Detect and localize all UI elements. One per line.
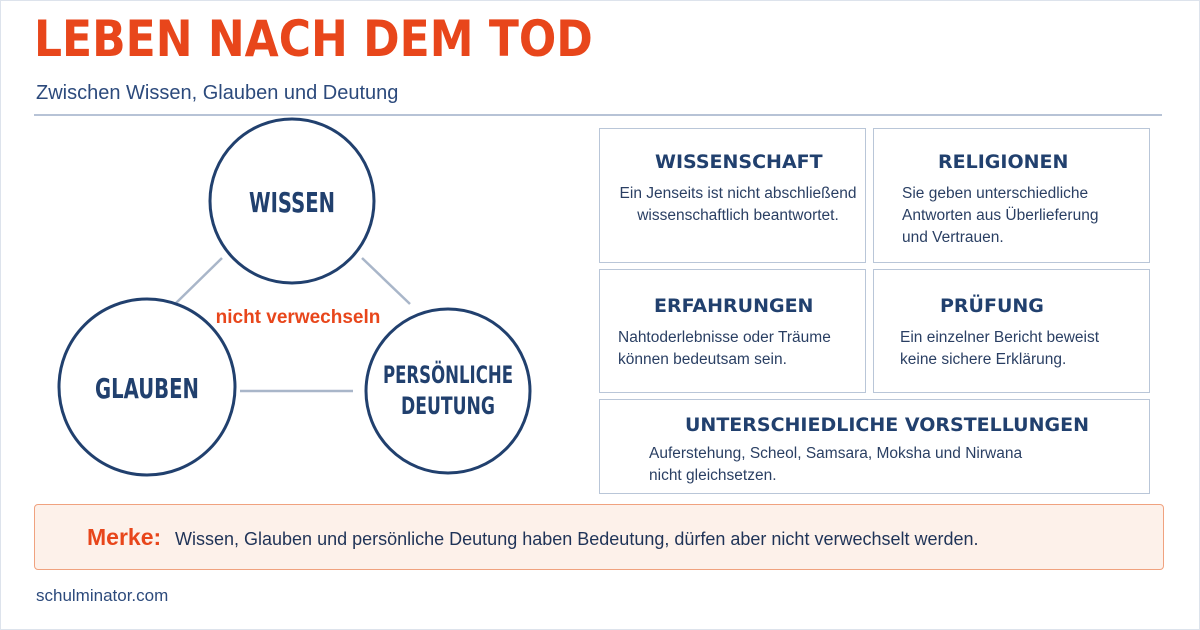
card-line: Auferstehung, Scheol, Samsara, Moksha und Nirwana [649, 445, 1023, 462]
circle-wissen [210, 119, 374, 283]
circle-label-wissen: WISSEN [249, 186, 335, 219]
card-line: Nahtoderlebnisse oder Träume [618, 329, 831, 346]
circle-persoenliche-deutung [366, 309, 572, 473]
link-wissen-glauben [175, 258, 222, 304]
merke-text: Wissen, Glauben und persönliche Deutung haben Bedeutung, dürfen aber nicht verwechselt werden. [175, 529, 979, 549]
card-wissenschaft [599, 128, 866, 263]
card-line: Ein einzelner Bericht beweist [900, 329, 1100, 346]
card-title: RELIGIONEN [938, 151, 1069, 173]
merke-label: Merke: [87, 524, 162, 550]
concept-diagram [0, 0, 600, 500]
merke-note [34, 504, 1164, 570]
card-title: UNTERSCHIEDLICHE VORSTELLUNGEN [685, 414, 1089, 436]
card-line: Antworten aus Überlieferung [902, 207, 1099, 224]
circle-glauben [59, 299, 235, 475]
card-religionen [873, 128, 1150, 263]
card-line: und Vertrauen. [902, 229, 1004, 246]
circle-label-persoenliche: PERSÖNLICHE [383, 361, 572, 389]
connector-label: nicht verwechseln [215, 307, 381, 328]
card-line: können bedeutsam sein. [618, 351, 787, 368]
card-erfahrungen [599, 269, 866, 393]
card-line: wissenschaftlich beantwortet. [637, 207, 839, 224]
card-vorstellungen [599, 399, 1150, 494]
card-line: nicht gleichsetzen. [649, 467, 777, 484]
card-text [618, 327, 858, 371]
card-line: Ein Jenseits ist nicht abschließend [619, 185, 857, 202]
card-pruefung [873, 269, 1150, 393]
card-text [649, 443, 1129, 487]
footer-source: schulminator.com [36, 586, 169, 605]
card-line: keine sichere Erklärung. [900, 351, 1067, 368]
card-text [618, 183, 858, 227]
card-text [902, 183, 1142, 249]
card-text [900, 327, 1145, 371]
circle-label-glauben: GLAUBEN [95, 372, 199, 405]
link-wissen-deutung [362, 258, 410, 304]
card-title: ERFAHRUNGEN [654, 295, 814, 317]
card-line: Sie geben unterschiedliche [902, 185, 1089, 202]
card-title: PRÜFUNG [940, 295, 1044, 317]
page-subtitle: Zwischen Wissen, Glauben und Deutung [36, 82, 399, 104]
circle-label-deutung: DEUTUNG [401, 392, 495, 420]
page-title: LEBEN NACH DEM TOD [34, 10, 593, 68]
card-title: WISSENSCHAFT [655, 151, 823, 173]
